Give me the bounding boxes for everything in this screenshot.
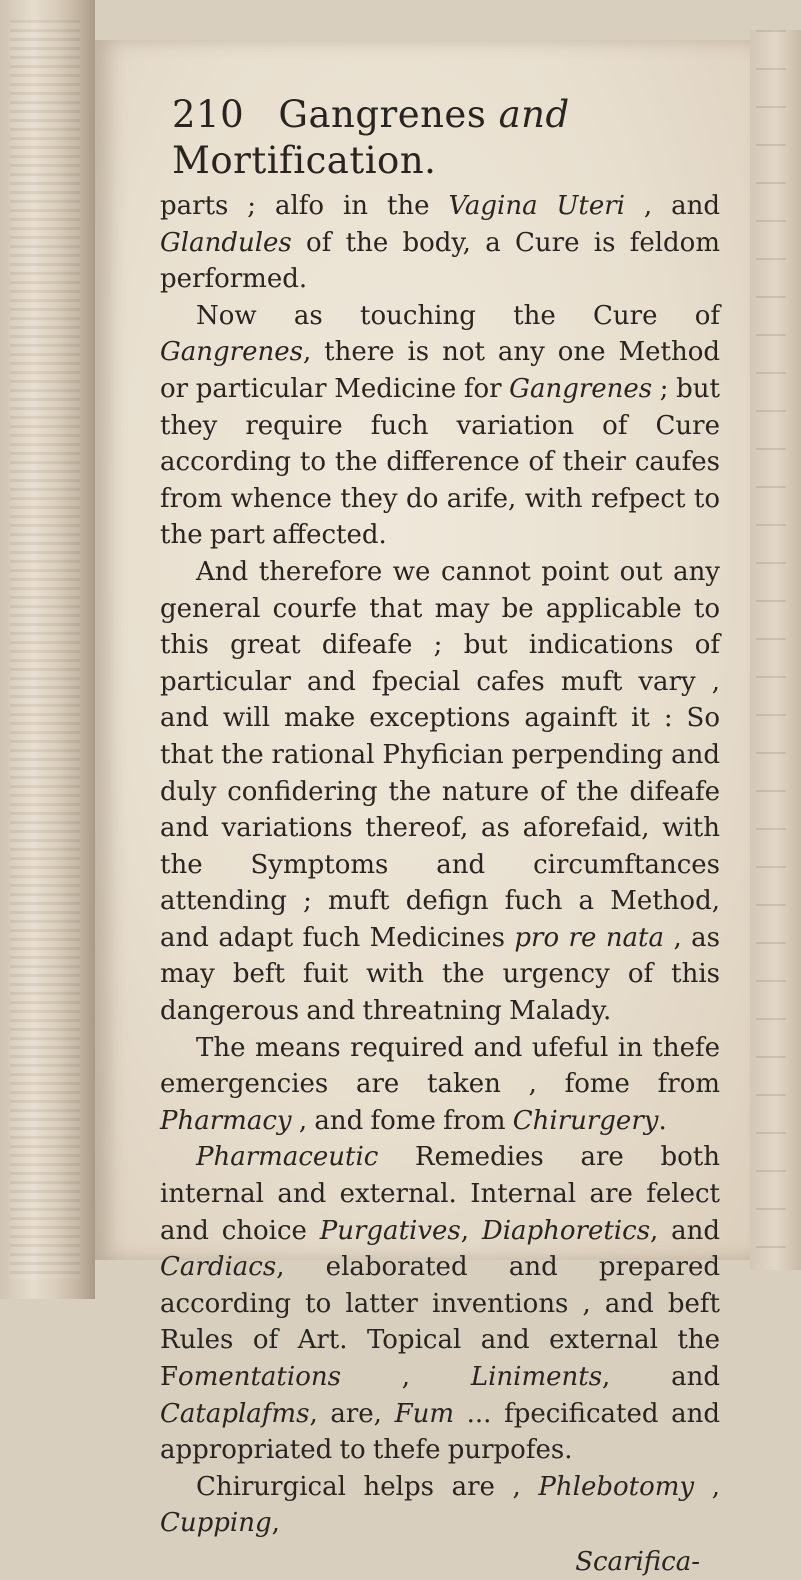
text-run: , and: [625, 191, 720, 221]
catchword-line: [160, 1544, 720, 1580]
text-run: of the body, a Cure is feldom performed.: [160, 227, 720, 295]
italic-term: Glandules: [160, 227, 292, 258]
facing-page-edge: [750, 30, 801, 1270]
text-run: ; but they require fuch variation of Cure according to the difference of their caufes from whence they do arife, with refpect to the part affected.: [160, 373, 720, 551]
italic-term: Diaphoretics: [481, 1215, 651, 1246]
italic-term: Liniments: [470, 1362, 603, 1392]
text-run: , there is not any one Method or particular Medicine for: [160, 337, 720, 404]
text-run: The means required and ufeful in thefe emergencies are taken , fome from: [160, 1032, 720, 1100]
italic-term: Vagina Uteri: [448, 191, 625, 221]
text-run: , and fome from: [291, 1105, 513, 1136]
book-spine-gutter: [0, 0, 95, 1299]
italic-term: Cardiacs: [160, 1252, 277, 1283]
italic-term: pro re nata: [514, 922, 665, 953]
paragraph-p1: [160, 188, 720, 298]
header-title-part1: Gangrenes: [278, 93, 487, 136]
paragraph-p6: [160, 1469, 720, 1542]
text-run: ... fpecificated and appropriated to thefe purpofes.: [160, 1398, 721, 1466]
text-run: .: [658, 1105, 667, 1136]
text-run: , and: [650, 1215, 721, 1246]
header-title-and: and: [498, 93, 570, 136]
text-run: parts ; alfo in the: [160, 191, 449, 221]
paragraph-p2: [160, 298, 720, 554]
text-run: Chirurgical helps are ,: [196, 1471, 539, 1502]
text-run: Remedies are both internal and external. Internal are felect and choice: [160, 1142, 720, 1246]
text-run: , elaborated and prepared according to latter inventions , and beft Rules of Art. Topical and external the F: [160, 1252, 720, 1392]
italic-term: Purgatives: [319, 1215, 461, 1246]
text-run: ,: [694, 1471, 721, 1502]
italic-term: Gangrenes: [160, 337, 303, 368]
italic-term: Cataplafms: [160, 1398, 310, 1429]
italic-term: omentations: [178, 1362, 341, 1392]
running-header: [172, 92, 720, 184]
page-text-block: [160, 92, 720, 1580]
italic-term: Pharmaceutic: [196, 1142, 379, 1173]
italic-term: Phlebotomy: [538, 1471, 695, 1502]
text-run: , are,: [309, 1398, 395, 1429]
italic-term: Cupping: [160, 1508, 272, 1539]
text-run: ,: [460, 1215, 482, 1246]
paragraph-p5: [160, 1139, 720, 1468]
text-run: , as may beft fuit with the urgency of this dangerous and threatning Malady.: [160, 922, 721, 1027]
text-run: Now as touching the Cure of: [196, 300, 720, 331]
text-run: And therefore we cannot point out any general courfe that may be applicable to this great difeafe ; but indications of particular and fpecial cafes muft vary , and will make exceptions againft it : So that the rational Phyfician perpending and duly confidering the nature of the difeafe and variations thereof, as aforefaid, with the Symptoms and circumftances attending ; muft defign fuch a Method, and adapt fuch Medicines: [160, 556, 720, 953]
italic-term: Fum: [394, 1398, 455, 1429]
page-number: 210: [172, 93, 245, 136]
italic-term: Chirurgery: [512, 1105, 659, 1136]
text-run: ,: [271, 1508, 280, 1539]
text-run: ,: [340, 1362, 471, 1392]
italic-term: Pharmacy: [160, 1105, 292, 1136]
body-text: [160, 188, 720, 1542]
paragraph-p4: [160, 1030, 720, 1140]
paragraph-p3: [160, 554, 720, 1030]
text-run: , and: [602, 1362, 721, 1392]
italic-term: Gangrenes: [509, 373, 653, 404]
header-title-part2: Mortification.: [172, 139, 437, 182]
catchword: Scarifica-: [575, 1546, 700, 1577]
